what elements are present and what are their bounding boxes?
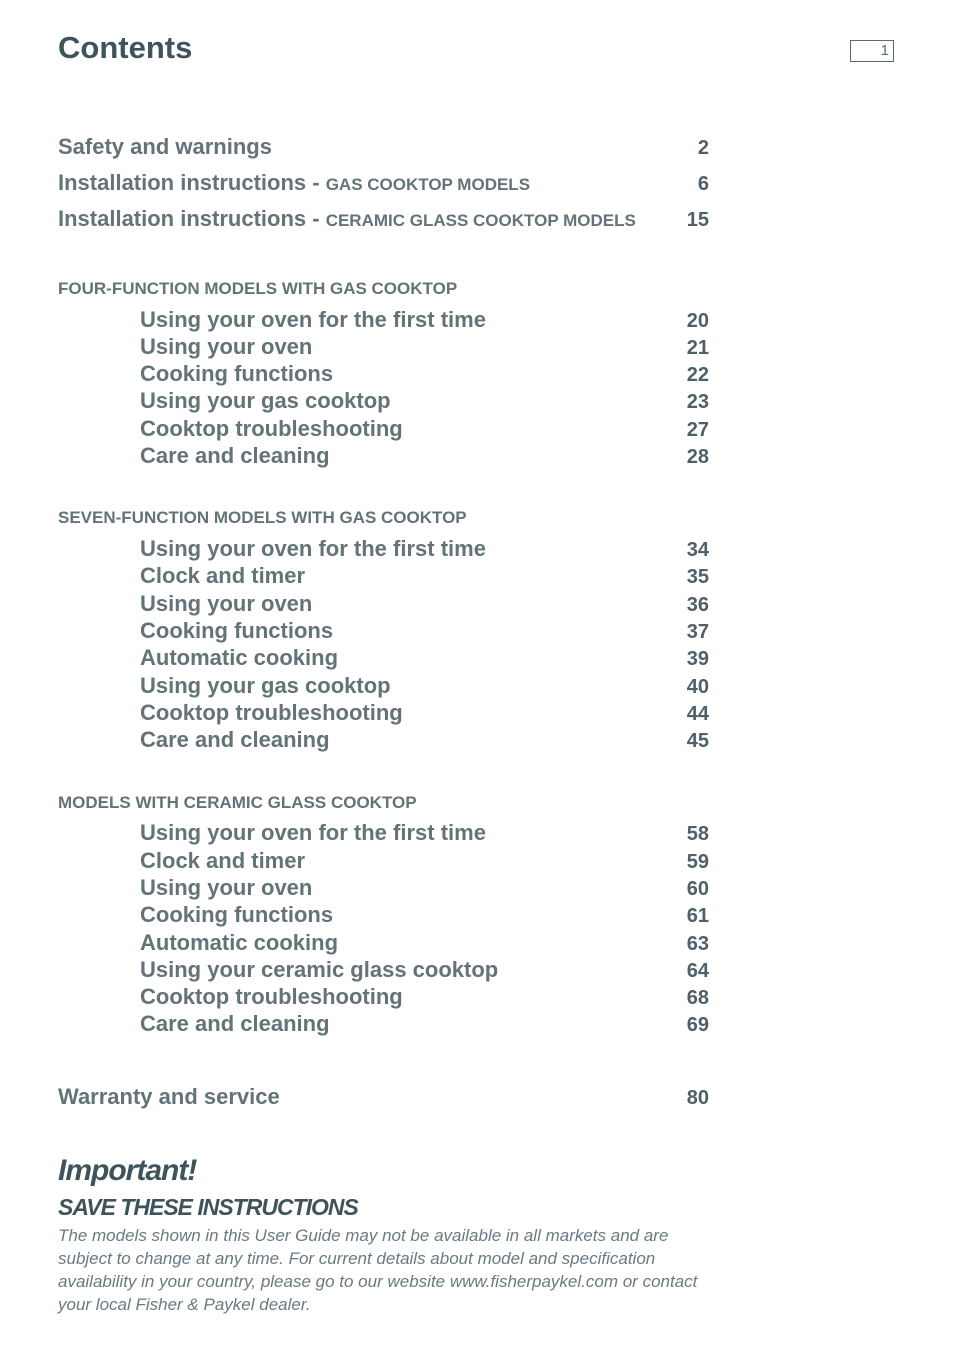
toc-entry-page: 60	[686, 878, 709, 900]
toc-entry-label: Using your oven for the first time	[140, 307, 486, 332]
toc-entry[interactable]	[140, 388, 709, 414]
toc-entry-label: Using your oven for the first time	[140, 536, 486, 561]
toc-entry[interactable]	[140, 334, 709, 360]
toc-entry-page: 63	[686, 933, 709, 955]
toc-entry-label: Care and cleaning	[140, 727, 330, 752]
toc-entry-label: Cooktop troubleshooting	[140, 416, 403, 441]
toc-entry-page: 22	[686, 364, 709, 386]
toc-entry-page: 28	[686, 446, 709, 468]
toc-entry-label: Using your oven	[140, 591, 313, 616]
toc-entry-label: Using your ceramic glass cooktop	[140, 957, 499, 982]
important-heading: Important!	[58, 1154, 197, 1187]
toc-entry-page: 27	[686, 419, 709, 441]
toc-entry-page: 37	[686, 621, 709, 643]
toc-entry[interactable]	[140, 673, 709, 699]
section-heading-ceramic-glass: MODELS WITH CERAMIC GLASS COOKTOP	[58, 793, 417, 812]
toc-entry-page: 34	[686, 539, 709, 561]
toc-entry-label: Safety and warnings	[58, 134, 272, 159]
toc-entry-page: 59	[686, 851, 709, 873]
toc-entry-label: Cooking functions	[140, 361, 334, 386]
toc-entry-suffix: CERAMIC GLASS COOKTOP MODELS	[325, 211, 636, 230]
toc-entry-page: 23	[686, 391, 709, 413]
toc-entry[interactable]	[140, 443, 709, 469]
toc-entry-label: Using your oven	[140, 875, 313, 900]
toc-entry-label: Clock and timer	[140, 563, 306, 588]
toc-entry-label: Using your gas cooktop	[140, 388, 391, 413]
save-instructions-heading: SAVE THESE INSTRUCTIONS	[58, 1194, 358, 1220]
toc-entry-label: Using your gas cooktop	[140, 673, 391, 698]
toc-entry[interactable]	[140, 700, 709, 726]
toc-entry[interactable]	[140, 820, 709, 846]
toc-entry[interactable]	[140, 957, 709, 983]
toc-entry-installation-ceramic[interactable]	[58, 206, 709, 232]
toc-entry-installation-gas[interactable]	[58, 170, 709, 196]
toc-entry-label: Cooktop troubleshooting	[140, 984, 403, 1009]
toc-entry-label: Warranty and service	[58, 1084, 280, 1109]
toc-entry-page: 2	[697, 137, 709, 159]
toc-entry-page: 80	[686, 1087, 709, 1109]
toc-entry-page: 15	[686, 209, 709, 231]
toc-entry-page: 68	[686, 987, 709, 1009]
availability-notice: The models shown in this User Guide may not be available in all markets and are subject to change at any time. For current details about model and specification availability in your country, please go to our website www.fisherpaykel.com or contact your local Fisher & Paykel dealer.	[58, 1226, 698, 1314]
toc-entry-page: 58	[686, 823, 709, 845]
toc-entry-label: Cooking functions	[140, 902, 334, 927]
toc-entry-label: Automatic cooking	[140, 645, 339, 670]
page-title: Contents	[58, 30, 193, 65]
toc-entry[interactable]	[140, 984, 709, 1010]
toc-entry[interactable]	[140, 307, 709, 333]
toc-entry-page: 36	[686, 594, 709, 616]
toc-entry-suffix: GAS COOKTOP MODELS	[325, 175, 531, 194]
toc-entry[interactable]	[140, 930, 709, 956]
toc-entry-label: Care and cleaning	[140, 443, 330, 468]
toc-entry-label: Clock and timer	[140, 848, 306, 873]
toc-entry[interactable]	[140, 902, 709, 928]
toc-entry-page: 40	[686, 676, 709, 698]
toc-entry[interactable]	[140, 591, 709, 617]
toc-entry-label: Care and cleaning	[140, 1011, 330, 1036]
toc-entry-label: Installation instructions - GAS COOKTOP MODELS	[58, 170, 531, 195]
toc-entry[interactable]	[140, 645, 709, 671]
toc-entry-label: Cooktop troubleshooting	[140, 700, 403, 725]
section-heading-four-function: FOUR-FUNCTION MODELS WITH GAS COOKTOP	[58, 279, 458, 298]
toc-entry[interactable]	[140, 416, 709, 442]
toc-entry-page: 35	[686, 566, 709, 588]
toc-entry-page: 64	[686, 960, 709, 982]
toc-entry-page: 20	[686, 310, 709, 332]
toc-entry-label: Using your oven	[140, 334, 313, 359]
toc-entry[interactable]	[140, 563, 709, 589]
toc-entry-page: 39	[686, 648, 709, 670]
toc-entry[interactable]	[140, 536, 709, 562]
section-heading-seven-function: SEVEN-FUNCTION MODELS WITH GAS COOKTOP	[58, 508, 467, 527]
toc-entry-page: 6	[697, 173, 709, 195]
toc-entry-label: Automatic cooking	[140, 930, 339, 955]
toc-entry[interactable]	[140, 848, 709, 874]
toc-entry[interactable]	[140, 727, 709, 753]
toc-entry-label: Installation instructions - CERAMIC GLASS COOKTOP MODELS	[58, 206, 636, 231]
toc-entry-safety[interactable]	[58, 134, 709, 160]
toc-entry-page: 44	[686, 703, 709, 725]
toc-entry-label: Using your oven for the first time	[140, 820, 486, 845]
toc-entry-page: 69	[686, 1014, 709, 1036]
toc-entry[interactable]	[140, 618, 709, 644]
toc-entry[interactable]	[140, 361, 709, 387]
toc-entry-label: Cooking functions	[140, 618, 334, 643]
toc-entry-page: 61	[686, 905, 709, 927]
toc-entry-page: 21	[686, 337, 709, 359]
toc-entry[interactable]	[140, 875, 709, 901]
toc-entry[interactable]	[140, 1011, 709, 1037]
toc-entry-warranty[interactable]	[58, 1084, 709, 1110]
toc-entry-page: 45	[686, 730, 709, 752]
page-number: 1	[850, 40, 894, 62]
